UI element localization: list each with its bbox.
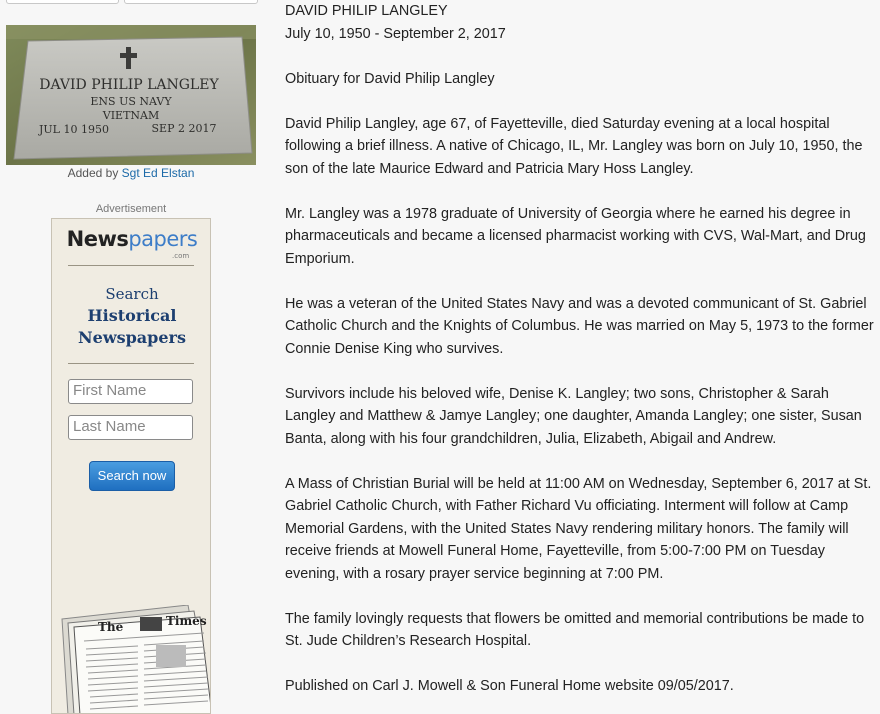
svg-text:Times: Times bbox=[166, 614, 207, 628]
obituary-paragraph: Mr. Langley was a 1978 graduate of University of Georgia where he earned his degree in pharmaceuticals and became a licensed pharmacist working with CVS, Wal-Mart, and Drug Emporium. bbox=[285, 205, 866, 267]
last-name-field[interactable]: Last Name bbox=[68, 415, 193, 440]
stone-rank: ENS US NAVY bbox=[90, 95, 172, 108]
obituary-paragraph: A Mass of Christian Burial will be held at 11:00 AM on Wednesday, September 6, 2017 at St. Gabriel Catholic Church, with Father Richard Vu officiating. Interment will follow at Camp Memorial Gardens, with the United States Navy rendering military honors. The family will receive friends at Mowell Funeral Home, Fayetteville, from 5:00-7:00 PM on Tuesday evening, with a rosary prayer service beginning at 7:00 PM. bbox=[285, 475, 872, 582]
added-by-label: Added by bbox=[67, 166, 119, 180]
obituary-dates: July 10, 1950 - September 2, 2017 bbox=[285, 25, 506, 42]
obituary-name: DAVID PHILIP LANGLEY bbox=[285, 3, 448, 19]
ad-heading: Search Historical Newspapers bbox=[78, 285, 186, 347]
photo-credit bbox=[6, 166, 256, 180]
top-action-button[interactable] bbox=[6, 0, 119, 4]
stone-born: JUL 10 1950 bbox=[39, 123, 109, 136]
newspaper-illustration bbox=[58, 605, 211, 714]
stone-name: DAVID PHILIP LANGLEY bbox=[39, 77, 219, 93]
obituary-paragraph: The family lovingly requests that flowers be omitted and memorial contributions be made to St. Jude Children’s Research Hospital. bbox=[285, 610, 865, 649]
newspapers-logo[interactable]: Newspapers bbox=[66, 227, 198, 251]
ad-label: Advertisement bbox=[95, 203, 167, 215]
stone-died: SEP 2 2017 bbox=[151, 122, 217, 135]
obituary-paragraph: David Philip Langley, age 67, of Fayetteville, died Saturday evening at a local hospital following a brief illness. A native of Chicago, IL, Mr. Langley was born on July 10, 1950, the son of the late Maurice Edward and Patricia Mary Hoss Langley. bbox=[285, 115, 863, 177]
obituary-title: Obituary for David Philip Langley bbox=[285, 70, 495, 87]
headstone-photo[interactable] bbox=[6, 25, 256, 165]
obituary-paragraph: He was a veteran of the United States Navy and was a devoted communicant of St. Gabriel Catholic Church and the Knights of Columbus. He was married on May 5, 1973 to the former Connie Denise King who survives. bbox=[285, 295, 874, 357]
stone-war: VIETNAM bbox=[102, 109, 160, 122]
ad-divider bbox=[68, 363, 194, 364]
svg-text:The: The bbox=[98, 620, 124, 634]
ad-divider bbox=[68, 265, 194, 266]
obituary-text bbox=[285, 0, 875, 698]
top-action-button-2[interactable] bbox=[124, 0, 258, 4]
search-now-button[interactable]: Search now bbox=[89, 461, 175, 491]
obituary-paragraph: Published on Carl J. Mowell & Son Funeral Home website 09/05/2017. bbox=[285, 678, 734, 694]
newspapers-logo-suffix: .com bbox=[172, 252, 190, 260]
obituary-paragraph: Survivors include his beloved wife, Denise K. Langley; two sons, Christopher & Sarah Langley and Matthew & Jamye Langley; one daughter, Amanda Langley; one sister, Susan Banta, along with his four grandchildren, Julia, Elizabeth, Abigail and Andrew. bbox=[285, 385, 862, 447]
first-name-field[interactable]: First Name bbox=[68, 379, 193, 404]
contributor-link[interactable]: Sgt Ed Elstan bbox=[121, 166, 195, 180]
newspapers-ad[interactable] bbox=[51, 218, 211, 714]
